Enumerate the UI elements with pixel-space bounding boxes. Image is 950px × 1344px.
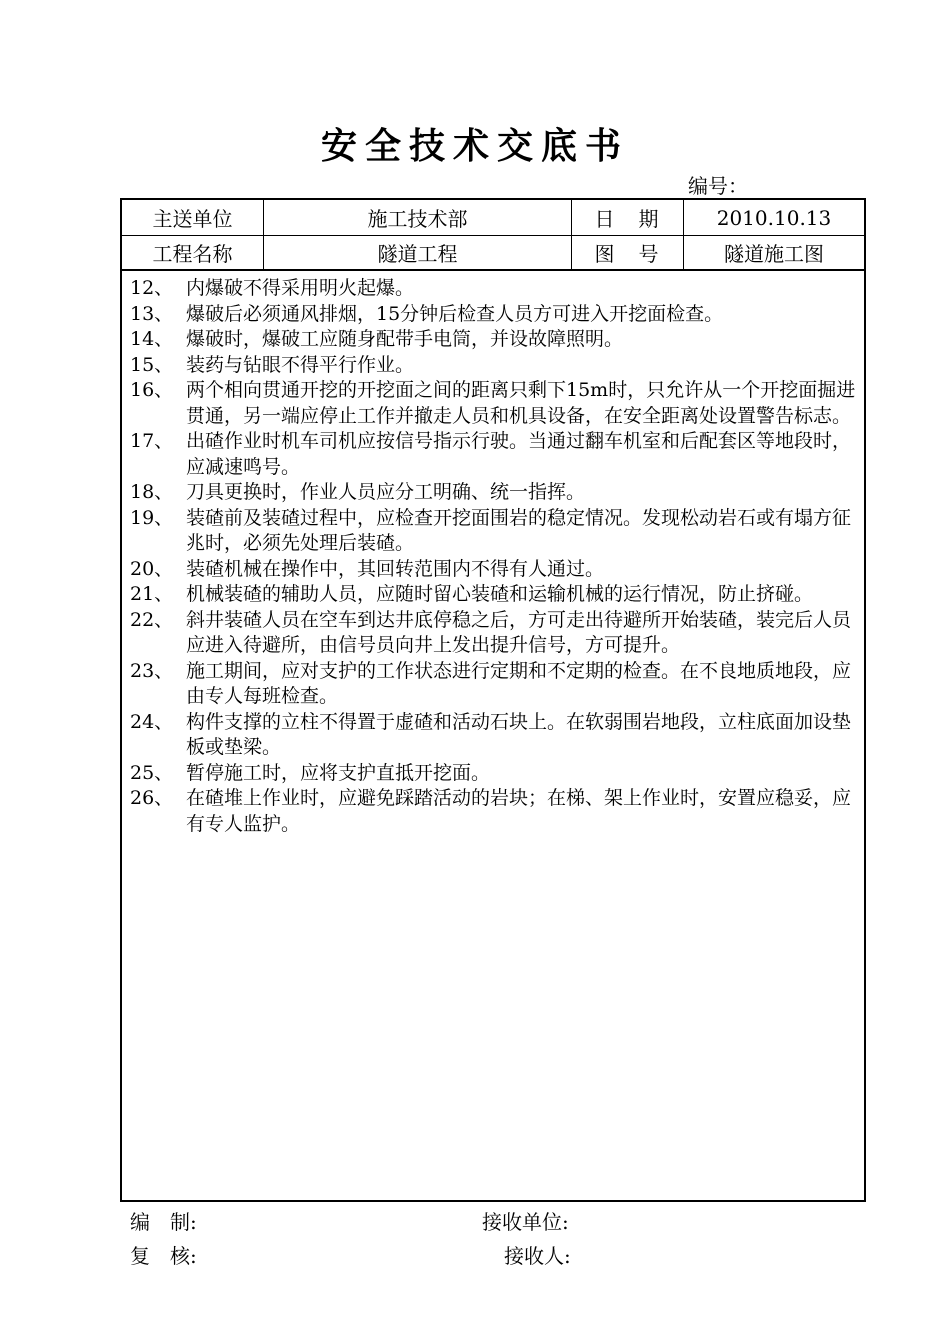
item-text: 装碴前及装碴过程中，应检查开挖面围岩的稳定情况。发现松动岩石或有塌方征兆时，必须先处理后装碴。	[186, 506, 852, 554]
item-text: 内爆破不得采用明火起爆。	[186, 277, 415, 299]
item-number: 16、	[130, 379, 174, 401]
list-item	[130, 429, 858, 480]
date-label: 日 期	[572, 200, 684, 235]
sender-unit-label: 主送单位	[122, 200, 264, 235]
list-item	[130, 557, 858, 583]
disclosure-sheet	[120, 198, 866, 1202]
item-text: 斜井装碴人员在空车到达井底停稳之后，方可走出待避所开始装碴，装完后人员应进入待避所，由信号员向井上发出提升信号，方可提升。	[186, 608, 852, 656]
serial-number-label: 编号：	[688, 174, 748, 198]
item-number: 14、	[130, 328, 174, 350]
item-number: 23、	[130, 659, 174, 682]
compiled-by-label: 编 制:	[130, 1210, 197, 1234]
list-item	[130, 276, 858, 302]
item-number: 15、	[130, 353, 174, 376]
item-number: 13、	[130, 302, 174, 325]
project-name-value: 隧道工程	[264, 236, 572, 269]
item-number: 19、	[130, 506, 174, 529]
header-row-sender	[122, 200, 864, 236]
item-text: 出碴作业时机车司机应按信号指示行驶。当通过翻车机室和后配套区等地段时，应减速鸣号。	[186, 430, 852, 478]
item-number: 20、	[130, 557, 174, 580]
item-number: 21、	[130, 583, 174, 605]
header-row-project	[122, 236, 864, 271]
item-text: 装药与钻眼不得平行作业。	[186, 353, 415, 376]
safety-items-list	[130, 276, 858, 837]
item-text: 爆破时，爆破工应随身配带手电筒，并设故障照明。	[186, 328, 624, 350]
receiver-label: 接收人:	[504, 1244, 571, 1268]
item-number: 17、	[130, 430, 174, 452]
item-text: 在碴堆上作业时，应避免踩踏活动的岩块；在梯、架上作业时，安置应稳妥，应有专人监护。	[186, 787, 852, 835]
reviewed-by-label: 复 核:	[130, 1244, 197, 1268]
item-text: 装碴机械在操作中，其回转范围内不得有人通过。	[186, 557, 605, 580]
list-item	[130, 761, 858, 787]
drawing-number-label: 图 号	[572, 236, 684, 269]
list-item	[130, 710, 858, 761]
list-item	[130, 302, 858, 328]
item-text: 机械装碴的辅助人员，应随时留心装碴和运输机械的运行情况，防止挤碰。	[186, 583, 814, 605]
date-value: 2010.10.13	[716, 205, 832, 230]
list-item	[130, 378, 858, 429]
item-number: 26、	[130, 787, 174, 809]
project-name-label: 工程名称	[122, 236, 264, 269]
list-item	[130, 786, 858, 837]
item-text: 刀具更换时，作业人员应分工明确、统一指挥。	[186, 481, 586, 503]
list-item	[130, 353, 858, 379]
item-number: 25、	[130, 761, 174, 784]
item-number: 24、	[130, 710, 174, 733]
drawing-number-value: 隧道施工图	[724, 242, 824, 266]
item-number: 12、	[130, 277, 174, 299]
list-item	[130, 480, 858, 506]
list-item	[130, 582, 858, 608]
receiving-unit-label: 接收单位:	[482, 1210, 569, 1234]
list-item	[130, 327, 858, 353]
item-number: 18、	[130, 481, 174, 503]
sender-unit-value: 施工技术部	[264, 200, 572, 235]
item-text: 爆破后必须通风排烟，15分钟后检查人员方可进入开挖面检查。	[186, 302, 724, 325]
item-text: 施工期间，应对支护的工作状态进行定期和不定期的检查。在不良地质地段，应由专人每班检查。	[186, 659, 852, 707]
list-item	[130, 608, 858, 659]
item-text: 两个相向贯通开挖的开挖面之间的距离只剩下15m时，只允许从一个开挖面掘进贯通，另一端应停止工作并撤走人员和机具设备，在安全距离处设置警告标志。	[186, 379, 856, 427]
item-number: 22、	[130, 608, 174, 631]
list-item	[130, 659, 858, 710]
list-item	[130, 506, 858, 557]
document-title: 安全技术交底书	[320, 125, 629, 167]
item-text: 暂停施工时，应将支护直抵开挖面。	[186, 761, 491, 784]
item-text: 构件支撑的立柱不得置于虚碴和活动石块上。在软弱围岩地段，立柱底面加设垫板或垫梁。	[186, 710, 852, 758]
